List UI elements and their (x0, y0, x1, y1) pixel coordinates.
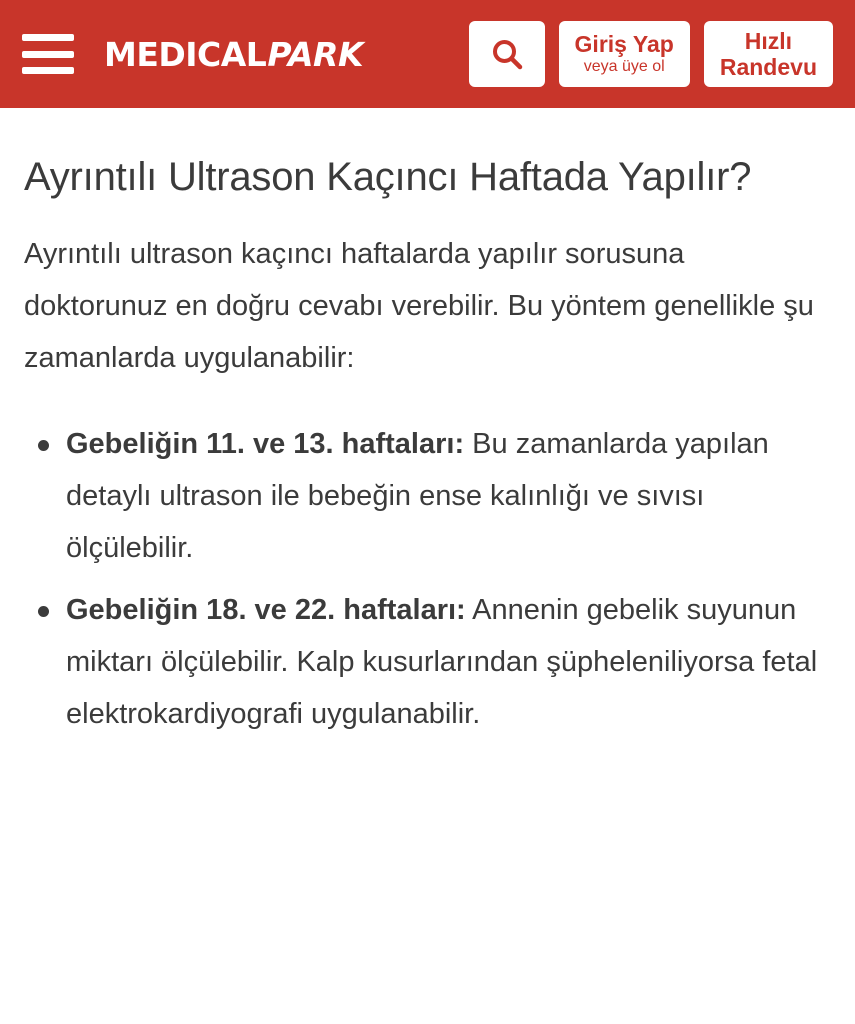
list-item-text: Annenin gebelik suyunun miktarı ölçülebilir. Kalp kusurlarından şüpheleniliyorsa fetal elektrokardiyografi uygulanabilir. (66, 594, 818, 730)
search-icon (490, 37, 524, 71)
list-item (24, 418, 831, 574)
quick-appointment-label-line2: Randevu (719, 54, 817, 80)
page-title: Ayrıntılı Ultrason Kaçıncı Haftada Yapılır? (24, 155, 752, 199)
brand-logo-park: PARK (267, 34, 364, 74)
timing-list (24, 418, 831, 740)
quick-appointment-label-line1: Hızlı (744, 28, 793, 54)
intro-paragraph: Ayrıntılı ultrason kaçıncı haftalarda yapılır sorusuna doktorunuz en doğru cevabı verebilir. Bu yöntem genellikle şu zamanlarda uygulanabilir: (24, 238, 814, 374)
hamburger-bar (22, 67, 74, 74)
article-content (0, 108, 855, 740)
login-button[interactable] (559, 21, 690, 87)
list-item (24, 584, 831, 740)
list-item-lead: Gebeliğin 18. ve 22. haftaları: (66, 594, 466, 626)
hamburger-bar (22, 34, 74, 41)
brand-logo[interactable] (104, 35, 363, 74)
site-header (0, 0, 855, 108)
brand-logo-medical: MEDICAL (104, 34, 267, 74)
quick-appointment-button[interactable] (704, 21, 833, 87)
list-item-text: Bu zamanlarda yapılan detaylı ultrason ile bebeğin ense kalınlığı ve sıvısı ölçülebilir. (66, 428, 769, 564)
hamburger-bar (22, 51, 74, 58)
login-button-label: Giriş Yap (574, 31, 674, 57)
login-button-sublabel: veya üye ol (583, 58, 665, 75)
hamburger-menu-icon[interactable] (22, 34, 74, 74)
list-item-lead: Gebeliğin 11. ve 13. haftaları: (66, 428, 465, 460)
search-button[interactable] (469, 21, 545, 87)
